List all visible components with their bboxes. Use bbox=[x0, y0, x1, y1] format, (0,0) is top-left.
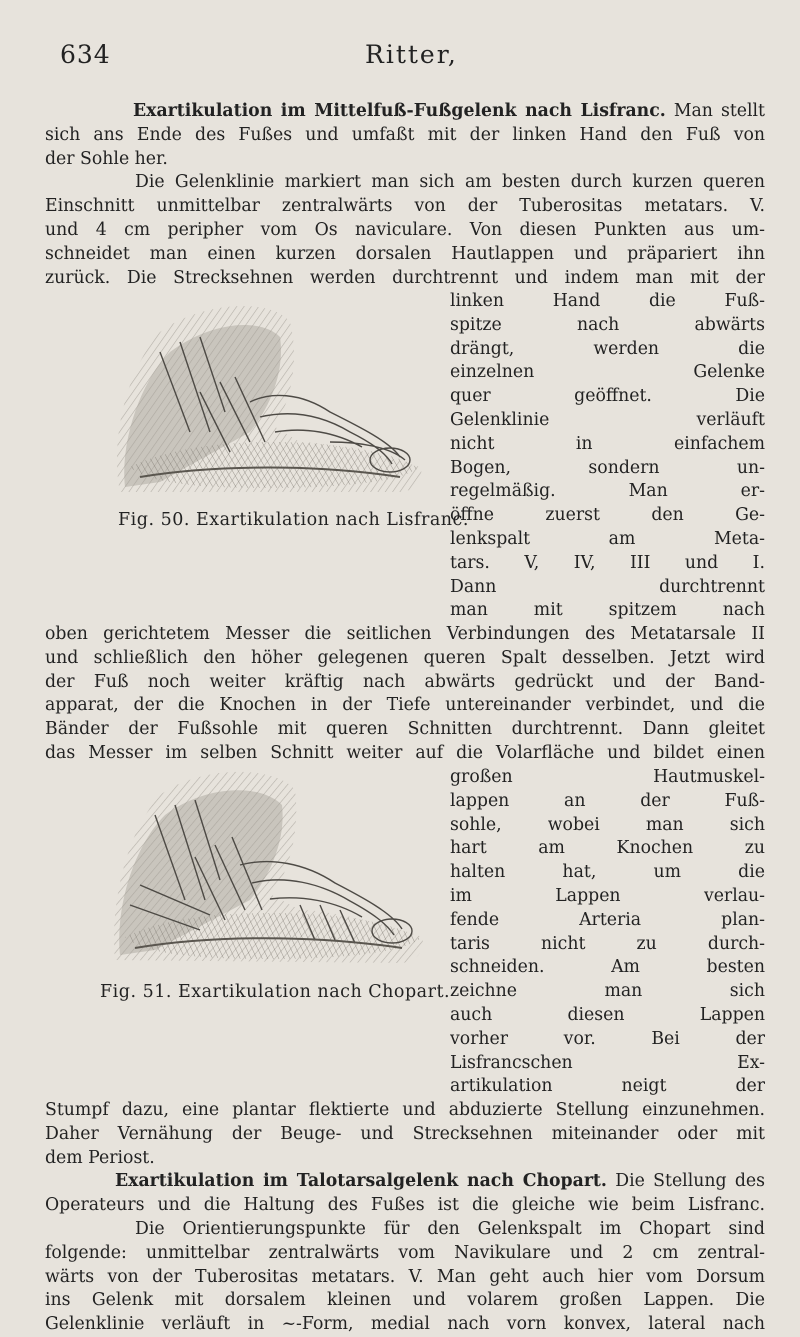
text-line: quer geöffnet. Die bbox=[450, 386, 765, 407]
figure-51 bbox=[100, 765, 430, 970]
text-line: Bogen, sondern un- bbox=[450, 457, 765, 478]
text-line: vorher vor. Bei der bbox=[450, 1028, 765, 1049]
text-line: das Messer im selben Schnitt weiter auf die Volarfläche und bildet einen bbox=[45, 742, 765, 763]
text-line: apparat, der die Knochen in der Tiefe untereinander verbindet, und die bbox=[45, 695, 765, 716]
section-1-intro bbox=[45, 100, 765, 290]
text-line: schneiden. Am besten bbox=[450, 957, 765, 978]
text-line bbox=[45, 1170, 765, 1194]
text-line: artikulation neigt der bbox=[450, 1076, 765, 1097]
text-line: auch diesen Lappen bbox=[450, 1004, 765, 1025]
text-line: nicht in einfachem bbox=[450, 433, 765, 454]
text-line: lappen an der Fuß- bbox=[450, 790, 765, 811]
text-run: Man stellt bbox=[673, 101, 765, 121]
text-line: fende Arteria plan- bbox=[450, 909, 765, 930]
text-line: sich ans Ende des Fußes und umfaßt mit der linken Hand den Fuß von bbox=[45, 124, 765, 145]
figure-51-caption: Fig. 51. Exartikulation nach Chopart. bbox=[100, 982, 451, 1002]
text-line: hart am Knochen zu bbox=[450, 838, 765, 859]
text-line: man mit spitzem nach bbox=[450, 600, 765, 621]
text-line: öffne zuerst den Ge- bbox=[450, 505, 765, 526]
text-line: Daher Vernähung der Beuge- und Strecksehnen miteinander oder mit bbox=[45, 1123, 765, 1144]
section-heading-lisfranc: Exartikulation im Mittelfuß-Fußgelenk nach Lisfranc. bbox=[133, 101, 666, 121]
text-line: Gelenklinie verläuft in ~-Form, medial nach vorn konvex, lateral nach bbox=[45, 1314, 765, 1335]
section-1-middle bbox=[45, 623, 765, 766]
text-run: Die Stellung des bbox=[615, 1171, 765, 1192]
wrap-text-fig-50 bbox=[450, 290, 765, 623]
running-head: Ritter, bbox=[365, 40, 458, 69]
text-line: lenkspalt am Meta- bbox=[450, 528, 765, 549]
foot-illustration-lisfranc bbox=[100, 292, 430, 502]
text-line: im Lappen verlau- bbox=[450, 885, 765, 906]
text-line: zeichne man sich bbox=[450, 981, 765, 1002]
text-line: Einschnitt unmittelbar zentralwärts von der Tuberositas metatars. V. bbox=[45, 196, 765, 217]
text-line: Gelenklinie verläuft bbox=[450, 409, 765, 430]
text-line: Die Gelenklinie markiert man sich am besten durch kurzen queren bbox=[135, 172, 765, 193]
text-line: halten hat, um die bbox=[450, 862, 765, 883]
text-line: und 4 cm peripher vom Os naviculare. Von diesen Punkten aus um- bbox=[45, 219, 765, 240]
text-line: wärts von der Tuberositas metatars. V. Man geht auch hier vom Dorsum bbox=[45, 1266, 765, 1287]
text-line: Operateurs und die Haltung des Fußes ist die gleiche wie beim Lisfranc. bbox=[45, 1195, 765, 1216]
figure-50-caption: Fig. 50. Exartikulation nach Lisfranc. bbox=[118, 510, 469, 530]
text-line: folgende: unmittelbar zentralwärts vom Navikulare und 2 cm zentral- bbox=[45, 1242, 765, 1263]
text-line bbox=[45, 100, 765, 124]
text-line: Bänder der Fußsohle mit queren Schnitten durchtrennt. Dann gleitet bbox=[45, 719, 765, 740]
text-line: spitze nach abwärts bbox=[450, 314, 765, 335]
page-number: 634 bbox=[60, 40, 111, 69]
text-line: der Fuß noch weiter kräftig nach abwärts gedrückt und der Band- bbox=[45, 671, 765, 692]
text-line: einzelnen Gelenke bbox=[450, 362, 765, 383]
text-line: regelmäßig. Man er- bbox=[450, 481, 765, 502]
text-line: ins Gelenk mit dorsalem kleinen und volarem großen Lappen. Die bbox=[45, 1290, 765, 1311]
foot-illustration-chopart bbox=[100, 765, 430, 970]
text-line: sohle, wobei man sich bbox=[450, 814, 765, 835]
section-1-end bbox=[45, 1099, 765, 1337]
text-line: und schließlich den höher gelegenen queren Spalt desselben. Jetzt wird bbox=[45, 647, 765, 668]
wrap-text-fig-51 bbox=[450, 766, 765, 1099]
text-line: oben gerichtetem Messer die seitlichen Verbindungen des Metatarsale II bbox=[45, 624, 765, 644]
section-heading-chopart: Exartikulation im Talotarsalgelenk nach Chopart. bbox=[115, 1171, 607, 1192]
text-line: drängt, werden die bbox=[450, 338, 765, 359]
text-line: Dann durchtrennt bbox=[450, 576, 765, 597]
text-line: zurück. Die Strecksehnen werden durchtrennt und indem man mit der bbox=[45, 267, 765, 288]
text-line: dem Periost. bbox=[45, 1147, 155, 1168]
page-header bbox=[60, 40, 760, 80]
text-line: Die Orientierungspunkte für den Gelenkspalt im Chopart sind bbox=[135, 1218, 765, 1239]
text-line: großen Hautmuskel- bbox=[450, 767, 765, 787]
figure-50 bbox=[100, 292, 430, 502]
text-line: taris nicht zu durch- bbox=[450, 933, 765, 954]
text-line: schneidet man einen kurzen dorsalen Hautlappen und präpariert ihn bbox=[45, 243, 765, 264]
text-line: Stumpf dazu, eine plantar flektierte und abduzierte Stellung einzunehmen. bbox=[45, 1100, 765, 1120]
text-line: tars. V, IV, III und I. bbox=[450, 552, 765, 573]
text-line: der Sohle her. bbox=[45, 148, 168, 169]
text-line: linken Hand die Fuß- bbox=[450, 291, 765, 311]
text-line: Lisfrancschen Ex- bbox=[450, 1052, 765, 1073]
